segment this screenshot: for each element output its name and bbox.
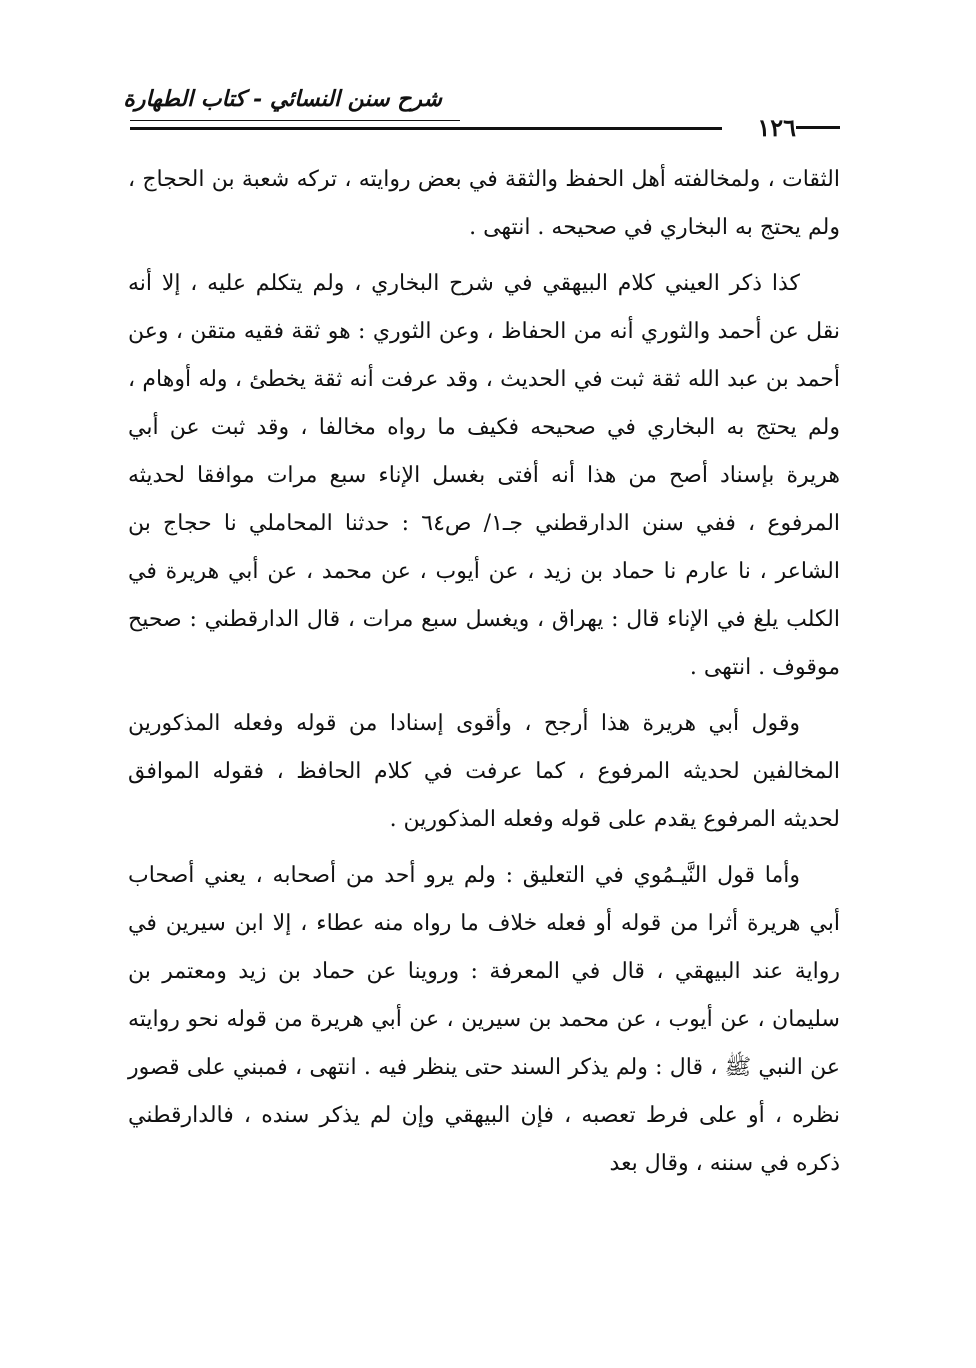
page-number-dash [796,126,840,129]
header-rule [130,127,722,130]
running-title: شرح سنن النسائي - كتاب الطهارة [123,86,442,112]
paragraph-4: وأما قول النَّيـمُوي في التعليق : ولم يرو أحد من أصحابه ، يعني أصحاب أبي هريرة أثرا من قوله أو فعله خلاف ما رواه منه عطاء ، إلا ابن سيرين في رواية عند البيهقي ، قال في المعرفة : وروينا عن حماد بن زيد ومعتمر بن سليمان ، عن أيوب ، عن محمد بن سيرين ، عن أبي هريرة من قوله نحو روايته عن النبي ﷺ ، قال : ولم يذكر السند حتى ينظر فيه . انتهى ، فمبني على قصور نظره ، أو على فرط تعصبه ، فإن البيهقي وإن لم يذكر سنده ، فالدارقطني ذكره في سننه ، وقال بعد [128,863,840,1176]
body-text [128,156,840,1196]
paragraph-3: وقول أبي هريرة هذا أرجح ، وأقوى إسنادا من قوله وفعله المذكورين المخالفين لحديثه المرفوع ، كما عرفت في كلام الحافظ ، فقوله الموافق لحديثه المرفوع يقدم على قوله وفعله المذكورين . [128,711,840,832]
page-number-group [747,112,840,142]
page-number: ١٢٦ [757,112,796,142]
header-underline [130,120,460,121]
paragraph-2: كذا ذكر العيني كلام البيهقي في شرح البخاري ، ولم يتكلم عليه ، إلا أنه نقل عن أحمد والثوري أنه من الحفاظ ، وعن الثوري : هو ثقة فقيه متقن ، وعن أحمد بن عبد الله ثقة ثبت في الحديث ، وقد عرفت أنه ثقة يخطئ ، وله أوهام ، ولم يحتج به البخاري في صحيحه فكيف ما رواه مخالفا ، وقد ثبت عن أبي هريرة بإسناد أصح من هذا أنه أفتى بغسل الإناء سبع مرات موافقا لحديثه المرفوع ، ففي سنن الدارقطني جـ١/ ص٦٤ : حدثنا المحاملي نا حجاج بن الشاعر ، نا عارم نا حماد بن زيد ، عن أيوب ، عن محمد ، عن أبي هريرة في الكلب يلغ في الإناء قال : يهراق ، ويغسل سبع مرات ، قال الدارقطني : صحيح موقوف . انتهى . [128,271,841,680]
paragraph-1: الثقات ، ولمخالفته أهل الحفظ والثقة في بعض روايته ، تركه شعبة بن الحجاج ، ولم يحتج به البخاري في صحيحه . انتهى . [128,167,840,240]
page-header [123,86,840,146]
